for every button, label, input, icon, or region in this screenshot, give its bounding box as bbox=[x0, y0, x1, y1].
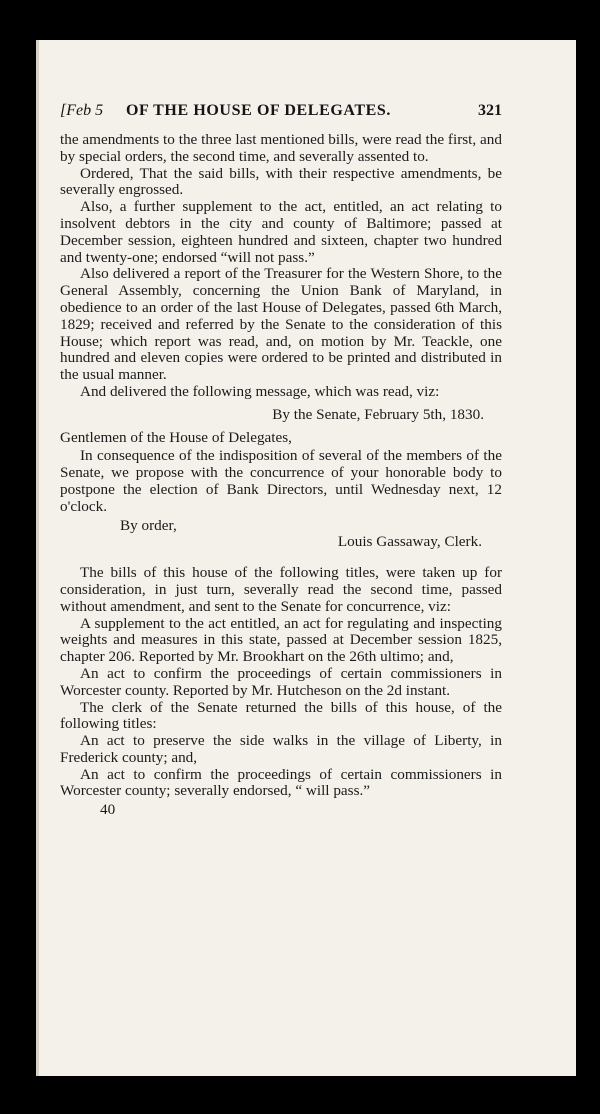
document-page bbox=[36, 40, 576, 1076]
page-edge bbox=[36, 40, 39, 1076]
paragraph: the amendments to the three last mentioned bills, were read the first, and by special orders, the second time, and severally assented to. bbox=[60, 131, 502, 165]
page-number: 321 bbox=[478, 102, 502, 119]
paragraph: And delivered the following message, which was read, viz: bbox=[80, 382, 440, 400]
paragraph: The bills of this house of the following titles, were taken up for consideration, in just turn, severally read the second time, passed without amendment, and sent to the Senate for concurrence, viz: bbox=[60, 564, 502, 615]
paragraph: The clerk of the Senate returned the bills of this house, of the following titles: bbox=[60, 698, 502, 733]
header-date: [Feb 5 bbox=[60, 102, 104, 119]
paragraph: An act to preserve the side walks in the village of Liberty, in Frederick county; and, bbox=[60, 732, 502, 766]
running-header bbox=[60, 102, 502, 126]
header-title: OF THE HOUSE OF DELEGATES. bbox=[126, 102, 391, 119]
paragraph: A supplement to the act entitled, an act for regulating and inspecting weights and measures in this state, passed at December session 1825, chapter 206. Reported by Mr. Brookhart on the 26th ultimo; and, bbox=[60, 614, 502, 666]
paragraph: In consequence of the indisposition of several of the members of the Senate, we propose with the concurrence of your honorable body to postpone the election of Bank Directors, until Wednesday next, 12 o'clock. bbox=[60, 447, 502, 515]
paragraph: An act to confirm the proceedings of certain commissioners in Worcester county; severally endorsed, “ will pass.” bbox=[60, 765, 502, 800]
page-body bbox=[60, 132, 502, 819]
paragraph: An act to confirm the proceedings of certain commissioners in Worcester county. Reported by Mr. Hutcheson on the 2d instant. bbox=[60, 664, 502, 699]
paragraph: 40 bbox=[100, 801, 116, 819]
paragraph: Ordered, That the said bills, with their respective amendments, be severally engrossed. bbox=[60, 164, 502, 199]
paragraph: By order, bbox=[120, 516, 177, 534]
paragraph: Louis Gassaway, Clerk. bbox=[337, 533, 482, 551]
paragraph: By the Senate, February 5th, 1830. bbox=[272, 405, 484, 423]
paragraph: Also, a further supplement to the act, entitled, an act relating to insolvent debtors in the city and county of Baltimore; passed at December session, eighteen hundred and sixteen, chapter two hundred and twenty-one; endorsed “will not pass.” bbox=[60, 198, 502, 266]
paragraph: Also delivered a report of the Treasurer for the Western Shore, to the General Assembly, concerning the Union Bank of Maryland, in obedience to an order of the last House of Delegates, passed 6th March, 1829; received and referred by the Senate to the consideration of this House; which report was read, and, on motion by Mr. Teackle, one hundred and eleven copies were ordered to be printed and distributed in the usual manner. bbox=[60, 265, 502, 384]
paragraph: Gentlemen of the House of Delegates, bbox=[60, 428, 292, 446]
